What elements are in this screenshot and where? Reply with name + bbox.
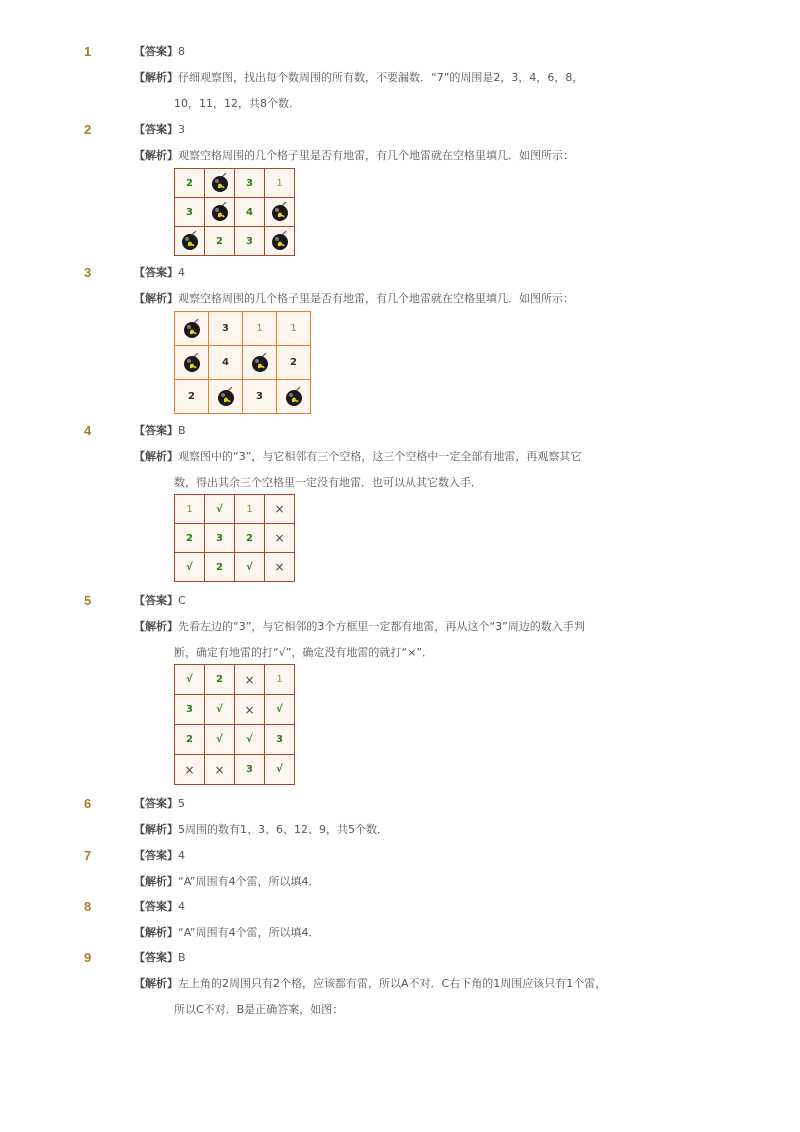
mine-cell bbox=[175, 227, 205, 256]
bomb-mine-icon bbox=[180, 231, 200, 251]
question-number: 8 bbox=[84, 899, 92, 914]
grid-cell: × bbox=[175, 755, 205, 785]
analysis-text: 左上角的2周围只有2个格，应该都有雷，所以A不对．C右下角的1周围应该只有1个雷， bbox=[178, 977, 607, 990]
minesweeper-grid bbox=[174, 168, 295, 256]
answer-value: 8 bbox=[178, 45, 185, 58]
minesweeper-grid bbox=[174, 311, 311, 414]
analysis-label: 【解析】 bbox=[134, 977, 178, 990]
grid-cell: 2 bbox=[235, 524, 265, 553]
answer-value: B bbox=[178, 951, 186, 964]
analysis-label: 【解析】 bbox=[134, 149, 178, 162]
grid-cell: √ bbox=[175, 665, 205, 695]
answer-grid bbox=[174, 494, 295, 582]
analysis-text: “A”周围有4个雷，所以填4． bbox=[178, 926, 320, 939]
grid-row bbox=[175, 169, 295, 198]
grid-row bbox=[175, 665, 295, 695]
analysis-text: 10，11，12，共8个数． bbox=[174, 97, 300, 110]
answer-label: 【答案】 bbox=[134, 951, 178, 964]
grid-row bbox=[175, 380, 311, 414]
grid-row bbox=[175, 725, 295, 755]
mine-cell bbox=[175, 312, 209, 346]
grid-row bbox=[175, 346, 311, 380]
answer-row bbox=[134, 265, 185, 281]
question-number: 5 bbox=[84, 593, 92, 608]
grid-cell: 2 bbox=[205, 227, 235, 256]
answer-row bbox=[134, 122, 185, 138]
question-number: 2 bbox=[84, 122, 92, 137]
analysis-text: 断，确定有地雷的打“√”，确定没有地雷的就打“×”． bbox=[174, 646, 434, 659]
analysis-text: 数，得出其余三个空格里一定没有地雷．也可以从其它数入手． bbox=[174, 476, 482, 489]
analysis-row bbox=[134, 822, 388, 838]
analysis-label: 【解析】 bbox=[134, 875, 178, 888]
grid-cell: × bbox=[265, 524, 295, 553]
grid-cell: 2 bbox=[205, 665, 235, 695]
grid-row bbox=[175, 524, 295, 553]
answer-value: C bbox=[178, 594, 186, 607]
answer-row bbox=[134, 44, 185, 60]
mine-cell bbox=[265, 198, 295, 227]
grid-cell: 1 bbox=[265, 665, 295, 695]
question-number: 7 bbox=[84, 848, 92, 863]
analysis-row bbox=[134, 976, 606, 992]
analysis-text: 观察空格周围的几个格子里是否有地雷，有几个地雷就在空格里填几．如图所示： bbox=[178, 292, 574, 305]
mine-cell bbox=[243, 346, 277, 380]
grid-row bbox=[175, 198, 295, 227]
answer-label: 【答案】 bbox=[134, 266, 178, 279]
answer-row bbox=[134, 423, 186, 439]
answer-row bbox=[134, 796, 185, 812]
grid-row bbox=[175, 553, 295, 582]
grid-cell: × bbox=[235, 695, 265, 725]
analysis-text: 所以C不对．B是正确答案，如图： bbox=[174, 1003, 344, 1016]
grid-cell: 2 bbox=[175, 524, 205, 553]
analysis-text: 先看左边的“3”，与它相邻的3个方框里一定都有地雷，再从这个“3”周边的数入手判 bbox=[178, 620, 585, 633]
answer-label: 【答案】 bbox=[134, 424, 178, 437]
grid-cell: 2 bbox=[175, 380, 209, 414]
answer-row bbox=[134, 848, 185, 864]
grid-cell: 3 bbox=[175, 695, 205, 725]
mine-cell bbox=[205, 198, 235, 227]
question-number: 1 bbox=[84, 44, 92, 59]
grid-cell: 3 bbox=[235, 169, 265, 198]
grid-cell: 3 bbox=[175, 198, 205, 227]
analysis-text: 观察空格周围的几个格子里是否有地雷，有几个地雷就在空格里填几．如图所示： bbox=[178, 149, 574, 162]
answer-row bbox=[134, 899, 185, 915]
answer-label: 【答案】 bbox=[134, 594, 178, 607]
grid-cell: × bbox=[265, 495, 295, 524]
analysis-label: 【解析】 bbox=[134, 926, 178, 939]
mine-cell bbox=[277, 380, 311, 414]
bomb-mine-icon bbox=[210, 173, 230, 193]
grid-row bbox=[175, 227, 295, 256]
grid-cell: 3 bbox=[209, 312, 243, 346]
answer-label: 【答案】 bbox=[134, 900, 178, 913]
analysis-text: 仔细观察图，找出每个数周围的所有数，不要漏数．“7”的周围是2，3，4，6，8， bbox=[178, 71, 584, 84]
question-number: 3 bbox=[84, 265, 92, 280]
answer-label: 【答案】 bbox=[134, 45, 178, 58]
grid-cell: 2 bbox=[277, 346, 311, 380]
grid-cell: 3 bbox=[205, 524, 235, 553]
bomb-mine-icon bbox=[270, 202, 290, 222]
analysis-text: “A”周围有4个雷，所以填4． bbox=[178, 875, 320, 888]
grid-cell: √ bbox=[205, 725, 235, 755]
answer-value: 4 bbox=[178, 849, 185, 862]
grid-cell: 3 bbox=[265, 725, 295, 755]
grid-cell: 1 bbox=[175, 495, 205, 524]
grid-cell: √ bbox=[205, 695, 235, 725]
grid-cell: 1 bbox=[235, 495, 265, 524]
grid-cell: 1 bbox=[243, 312, 277, 346]
answer-row bbox=[134, 593, 186, 609]
mine-cell bbox=[265, 227, 295, 256]
grid-row bbox=[175, 755, 295, 785]
answer-label: 【答案】 bbox=[134, 797, 178, 810]
answer-value: 5 bbox=[178, 797, 185, 810]
grid-cell: √ bbox=[265, 755, 295, 785]
analysis-label: 【解析】 bbox=[134, 292, 178, 305]
bomb-mine-icon bbox=[216, 387, 236, 407]
grid-cell: 3 bbox=[235, 755, 265, 785]
bomb-mine-icon bbox=[182, 353, 202, 373]
question-number: 6 bbox=[84, 796, 92, 811]
analysis-row bbox=[134, 874, 320, 890]
grid-row bbox=[175, 695, 295, 725]
grid-cell: 1 bbox=[277, 312, 311, 346]
answer-value: 4 bbox=[178, 266, 185, 279]
grid-cell: √ bbox=[235, 725, 265, 755]
bomb-mine-icon bbox=[270, 231, 290, 251]
analysis-row bbox=[134, 925, 320, 941]
analysis-label: 【解析】 bbox=[134, 620, 178, 633]
bomb-mine-icon bbox=[182, 319, 202, 339]
analysis-label: 【解析】 bbox=[134, 71, 178, 84]
bomb-mine-icon bbox=[210, 202, 230, 222]
analysis-text: 5周围的数有1、3、6、12、9，共5个数． bbox=[178, 823, 388, 836]
grid-cell: × bbox=[235, 665, 265, 695]
grid-cell: 4 bbox=[235, 198, 265, 227]
analysis-row bbox=[134, 291, 574, 307]
grid-cell: 2 bbox=[205, 553, 235, 582]
mine-cell bbox=[209, 380, 243, 414]
question-number: 9 bbox=[84, 950, 92, 965]
answer-value: 4 bbox=[178, 900, 185, 913]
grid-cell: 3 bbox=[243, 380, 277, 414]
answer-grid bbox=[174, 664, 295, 785]
grid-row bbox=[175, 495, 295, 524]
bomb-mine-icon bbox=[250, 353, 270, 373]
analysis-row bbox=[134, 148, 574, 164]
analysis-label: 【解析】 bbox=[134, 823, 178, 836]
analysis-text: 观察图中的“3”，与它相邻有三个空格，这三个空格中一定全部有地雷，再观察其它 bbox=[178, 450, 582, 463]
grid-cell: √ bbox=[205, 495, 235, 524]
analysis-label: 【解析】 bbox=[134, 450, 178, 463]
question-number: 4 bbox=[84, 423, 92, 438]
answer-value: B bbox=[178, 424, 186, 437]
analysis-row bbox=[134, 449, 581, 465]
answer-row bbox=[134, 950, 186, 966]
grid-cell: √ bbox=[235, 553, 265, 582]
grid-cell: × bbox=[265, 553, 295, 582]
analysis-row bbox=[134, 70, 583, 86]
answer-label: 【答案】 bbox=[134, 849, 178, 862]
grid-cell: √ bbox=[265, 695, 295, 725]
grid-cell: 3 bbox=[235, 227, 265, 256]
grid-cell: 4 bbox=[209, 346, 243, 380]
grid-cell: √ bbox=[175, 553, 205, 582]
analysis-row bbox=[134, 619, 585, 635]
grid-cell: 2 bbox=[175, 725, 205, 755]
grid-cell: 2 bbox=[175, 169, 205, 198]
answer-label: 【答案】 bbox=[134, 123, 178, 136]
grid-cell: 1 bbox=[265, 169, 295, 198]
grid-row bbox=[175, 312, 311, 346]
answer-value: 3 bbox=[178, 123, 185, 136]
mine-cell bbox=[205, 169, 235, 198]
bomb-mine-icon bbox=[284, 387, 304, 407]
grid-cell: × bbox=[205, 755, 235, 785]
mine-cell bbox=[175, 346, 209, 380]
